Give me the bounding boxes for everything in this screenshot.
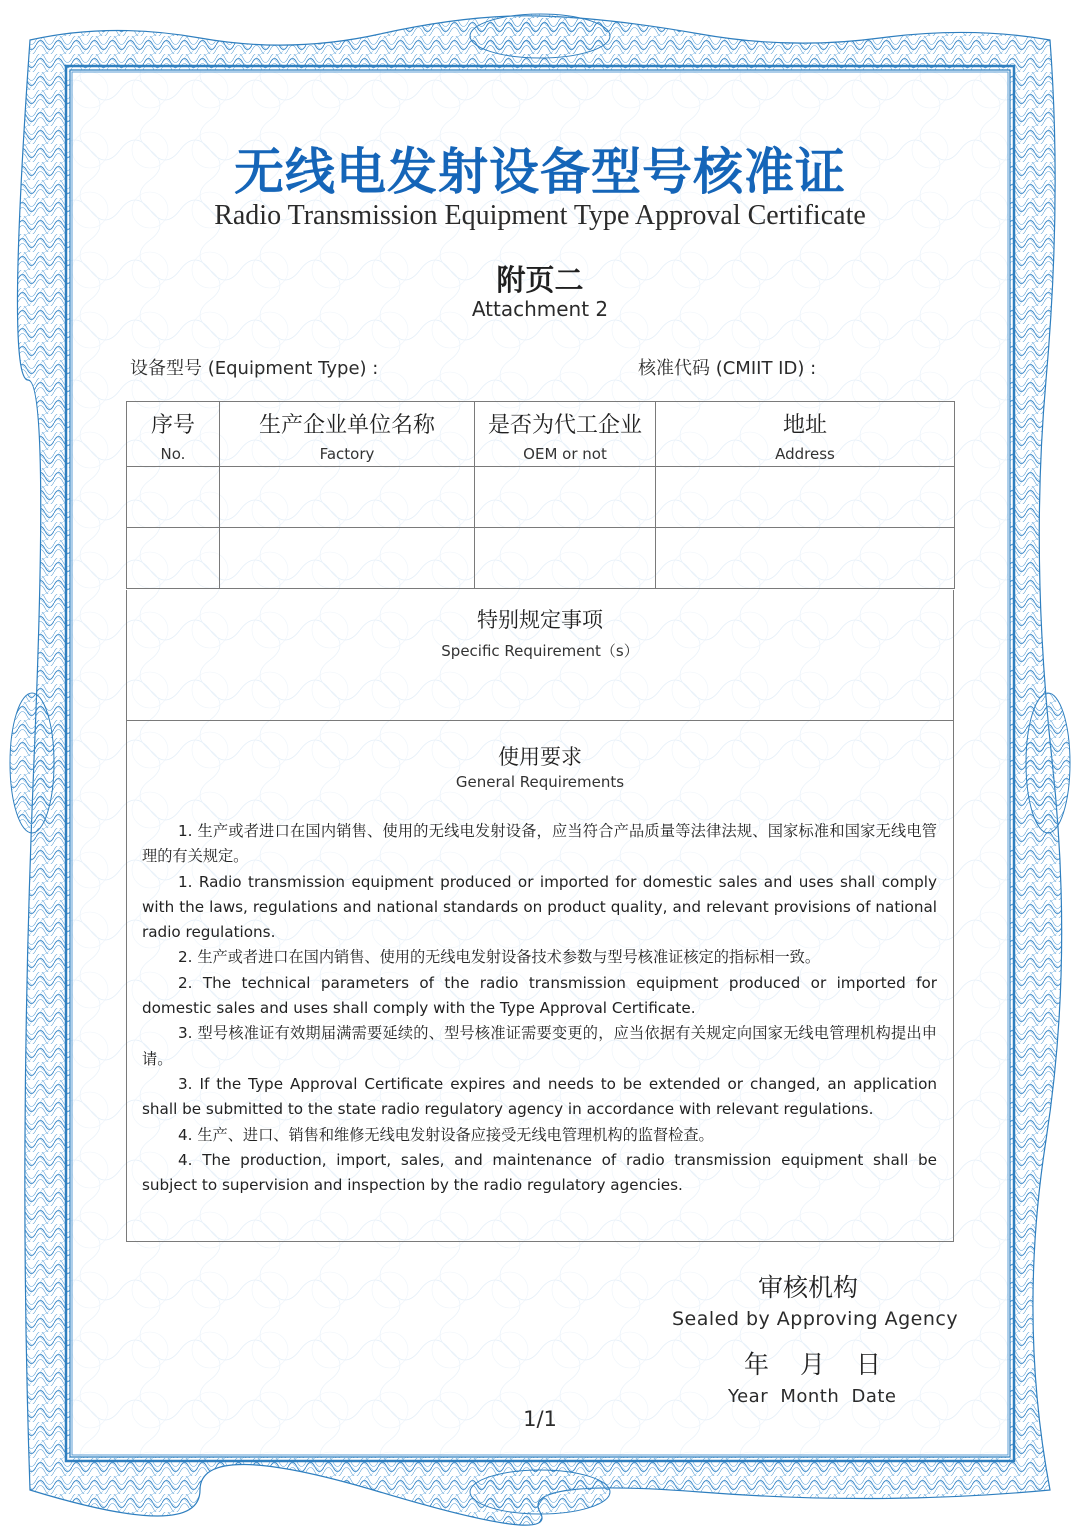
certificate-title-cn: 无线电发射设备型号核准证 bbox=[234, 142, 846, 201]
certificate-title-en: Radio Transmission Equipment Type Approval Certificate bbox=[214, 200, 866, 231]
specific-requirements-section bbox=[126, 590, 954, 721]
table-cell bbox=[475, 528, 656, 589]
column-header-factory bbox=[220, 402, 475, 467]
equipment-type-label: 设备型号 (Equipment Type) : bbox=[130, 358, 379, 379]
requirement-item: 2. The technical parameters of the radio transmission equipment produced or imported for domestic sales and uses shall comply with the Type Approval Certificate. bbox=[142, 973, 937, 1018]
table-cell bbox=[127, 467, 220, 528]
table-row bbox=[127, 467, 955, 528]
specific-requirements-title-cn: 特别规定事项 bbox=[477, 608, 603, 632]
column-header-no bbox=[127, 402, 220, 467]
table-cell bbox=[656, 467, 955, 528]
column-header-cn: 是否为代工企业 bbox=[487, 412, 642, 438]
column-header-address bbox=[656, 402, 955, 467]
column-header-cn: 地址 bbox=[782, 412, 827, 438]
month-label: 月 bbox=[800, 1350, 826, 1379]
table-cell bbox=[220, 467, 475, 528]
specific-requirements-title-en: Specific Requirement（s） bbox=[441, 642, 639, 660]
approving-agency-cn: 审核机构 bbox=[758, 1273, 859, 1302]
table-header-row bbox=[127, 402, 955, 467]
attachment-title-en: Attachment 2 bbox=[471, 297, 609, 321]
column-header-cn: 生产企业单位名称 bbox=[258, 412, 435, 438]
requirement-item: 1. 生产或者进口在国内销售、使用的无线电发射设备，应当符合产品质量等法律法规、国家标准和国家无线电管理的有关规定。 bbox=[142, 822, 937, 866]
year-label: 年 bbox=[744, 1350, 770, 1379]
requirement-item: 2. 生产或者进口在国内销售、使用的无线电发射设备技术参数与型号核准证核定的指标相一致。 bbox=[178, 948, 821, 967]
page-number: 1/1 bbox=[523, 1407, 557, 1431]
date-labels-en: Year Month Date bbox=[728, 1386, 897, 1407]
requirement-item: 4. The production, import, sales, and maintenance of radio transmission equipment shall be subject to supervision and inspection by the radio regulatory agencies. bbox=[142, 1150, 937, 1195]
factory-table bbox=[126, 401, 955, 589]
table-cell bbox=[127, 528, 220, 589]
table-cell bbox=[475, 467, 656, 528]
column-header-oem bbox=[475, 402, 656, 467]
table-cell bbox=[220, 528, 475, 589]
requirement-item: 4. 生产、进口、销售和维修无线电发射设备应接受无线电管理机构的监督检查。 bbox=[178, 1125, 714, 1144]
column-header-en: OEM or not bbox=[523, 444, 607, 463]
column-header-cn: 序号 bbox=[150, 412, 195, 438]
cmiit-id-label: 核准代码 (CMIIT ID) : bbox=[638, 358, 817, 379]
requirements-list bbox=[142, 819, 937, 1198]
general-requirements-section bbox=[126, 721, 954, 1242]
table-row bbox=[127, 528, 955, 589]
attachment-title-cn: 附页二 bbox=[496, 263, 584, 297]
table-cell bbox=[656, 528, 955, 589]
general-requirements-title-cn: 使用要求 bbox=[498, 745, 582, 769]
general-requirements-title-en: General Requirements bbox=[455, 773, 625, 791]
column-header-en: No. bbox=[160, 444, 186, 463]
column-header-en: Address bbox=[775, 444, 835, 463]
day-label: 日 bbox=[856, 1350, 882, 1379]
approving-agency-en: Sealed by Approving Agency bbox=[672, 1308, 959, 1330]
column-header-en: Factory bbox=[319, 444, 375, 463]
requirement-item: 1. Radio transmission equipment produced or imported for domestic sales and uses shall comply with the laws, regulations and national standards on product quality, and relevant provisions of national radio regulations. bbox=[142, 872, 937, 942]
requirement-item: 3. 型号核准证有效期届满需要延续的、型号核准证需要变更的，应当依据有关规定向国家无线电管理机构提出申请。 bbox=[142, 1024, 937, 1068]
requirement-item: 3. If the Type Approval Certificate expires and needs to be extended or changed, an application shall be submitted to the state radio regulatory agency in accordance with relevant regulations. bbox=[142, 1074, 937, 1119]
date-labels-cn bbox=[744, 1345, 912, 1381]
